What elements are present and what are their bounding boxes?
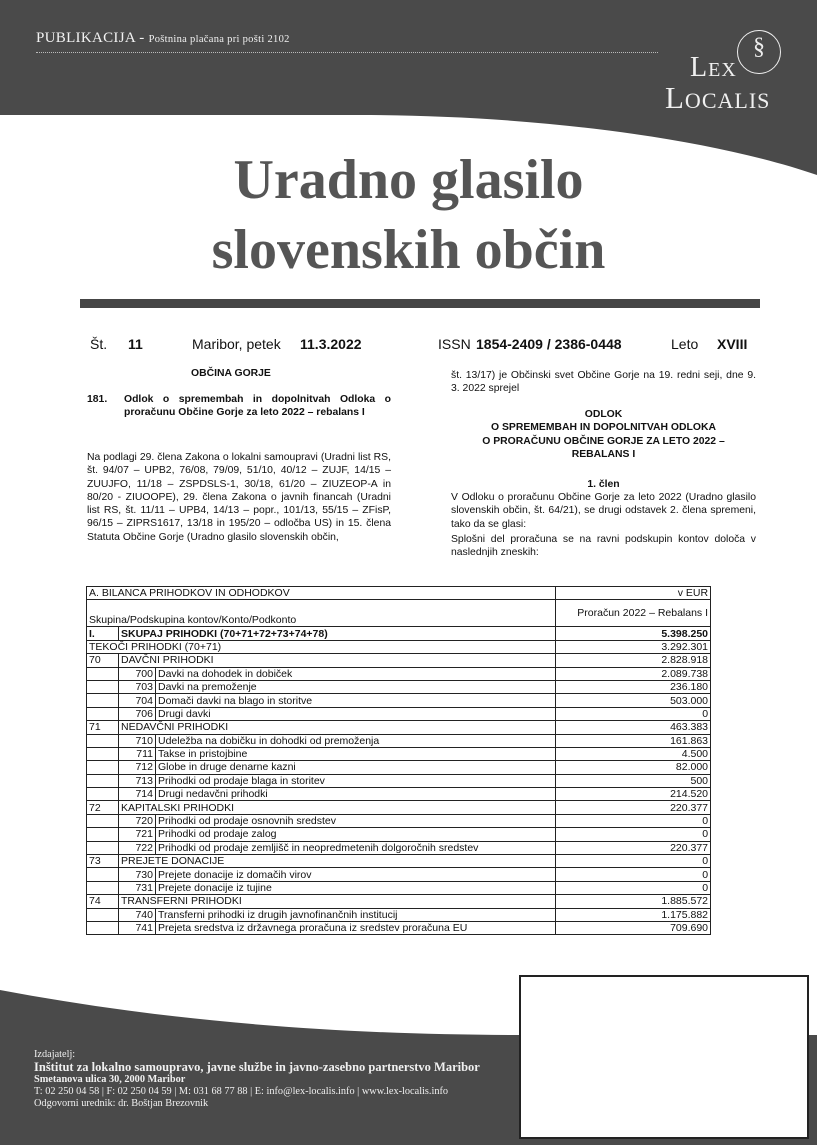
row-value: 214.520: [556, 788, 711, 801]
row-code: 730: [119, 868, 156, 881]
row-value: 1.885.572: [556, 895, 711, 908]
table-row: [87, 895, 711, 908]
row-value: 5.398.250: [556, 627, 711, 640]
footer-text: [34, 1049, 480, 1110]
row-code: 714: [119, 788, 156, 801]
row-indent: [87, 747, 119, 760]
row-value: 0: [556, 855, 711, 868]
table-row: [87, 868, 711, 881]
publisher-address: Smetanova ulica 30, 2000 Maribor: [34, 1073, 186, 1085]
row-value: 0: [556, 868, 711, 881]
decree-line1: ODLOK: [584, 409, 623, 420]
row-name: Davki na premoženje: [156, 680, 556, 693]
row-name: NEDAVČNI PRIHODKI: [119, 721, 556, 734]
journal-title-line1: Uradno glasilo: [233, 149, 584, 211]
row-value: 1.175.882: [556, 908, 711, 921]
row-code: 706: [119, 707, 156, 720]
table-row: [87, 734, 711, 747]
row-name: PREJETE DONACIJE: [119, 855, 556, 868]
intro-continuation: št. 13/17) je Občinski svet Občine Gorje na 19. redni seji, dne 9. 3. 2022 sprejel: [451, 370, 756, 395]
row-name: Globe in druge denarne kazni: [156, 761, 556, 774]
row-name: Transferni prihodki iz drugih javnofinančnih institucij: [156, 908, 556, 921]
row-indent: [87, 921, 119, 934]
table-row: [87, 814, 711, 827]
budget-table-wrap: [86, 586, 710, 935]
row-name: Prihodki od prodaje zemljišč in neopredmetenih dolgoročnih sredstev: [156, 841, 556, 854]
table-row: [87, 761, 711, 774]
budget-table: [86, 586, 711, 935]
municipality-heading: OBČINA GORJE: [191, 368, 271, 379]
row-indent: [87, 828, 119, 841]
table-row: [87, 640, 711, 653]
table-row: [87, 774, 711, 787]
row-code: 740: [119, 908, 156, 921]
column-budget: Proračun 2022 – Rebalans I: [556, 600, 711, 627]
row-code: 703: [119, 680, 156, 693]
intro-paragraph: Na podlagi 29. člena Zakona o lokalni samoupravi (Uradni list RS, št. 94/07 – UPB2, 76/08, 79/09, 51/10, 40/12 – ZUJF, 14/15 – ZUUJFO, 11/18 – ZSPDSLS-1, 30/18, 61/20 – ZIUZEOP-A in 80/20 - ZIUOOPE), 29. člena Zakona o javnih financah (Uradni list RS, št. 11/11 – UPB4, 14/13 – popr., 101/13, 55/15 – ZFisP, 96/15 – ZIPRS1617, 13/18 in 195/20 – odločba US) in 15. člena Statuta Občine Gorje (Uradno glasilo slovenskih občin,: [87, 452, 391, 543]
row-value: 0: [556, 828, 711, 841]
row-name: DAVČNI PRIHODKI: [119, 654, 556, 667]
row-indent: [87, 868, 119, 881]
table-row: [87, 908, 711, 921]
publisher-label: Izdajatelj:: [34, 1049, 76, 1060]
issn-label: ISSN: [438, 336, 471, 352]
row-code: 704: [119, 694, 156, 707]
row-code: 71: [87, 721, 119, 734]
publication-text: PUBLIKACIJA -: [36, 30, 145, 46]
year-label: Leto: [671, 336, 699, 352]
row-code: 74: [87, 895, 119, 908]
table-header-row: [87, 600, 711, 627]
row-indent: [87, 841, 119, 854]
dotted-rule: [36, 52, 658, 53]
row-name: Prihodki od prodaje zalog: [156, 828, 556, 841]
row-code: 713: [119, 774, 156, 787]
row-name: TRANSFERNI PRIHODKI: [119, 895, 556, 908]
article-paragraph: V Odloku o proračunu Občine Gorje za leto 2022 (Uradno glasilo slovenskih občin, št. 64/21), se drugi odstavek 2. člena spremeni, tako da se glasi:: [451, 492, 756, 530]
issn-value: 1854-2409 / 2386-0448: [476, 336, 622, 352]
row-indent: [87, 761, 119, 774]
row-name: Prejete donacije iz tujine: [156, 881, 556, 894]
table-row: [87, 801, 711, 814]
decree-line3: O PRORAČUNU OBČINE GORJE ZA LETO 2022 –: [482, 435, 725, 447]
place-day: Maribor, petek: [192, 336, 281, 352]
row-indent: [87, 774, 119, 787]
row-value: 709.690: [556, 921, 711, 934]
journal-title-line2: slovenskih občin: [211, 219, 606, 281]
row-indent: [87, 881, 119, 894]
row-code: 712: [119, 761, 156, 774]
table-row: [87, 747, 711, 760]
title-rule: [80, 299, 760, 308]
row-value: 4.500: [556, 747, 711, 760]
row-name: KAPITALSKI PRIHODKI: [119, 801, 556, 814]
row-name: Prihodki od prodaje blaga in storitev: [156, 774, 556, 787]
row-value: 2.828.918: [556, 654, 711, 667]
table-row: [87, 881, 711, 894]
table-row: [87, 680, 711, 693]
issue-number: 11: [128, 336, 143, 352]
table-currency: v EUR: [556, 587, 711, 600]
article-heading: 1. člen: [587, 479, 620, 490]
logo-localis: Localis: [665, 80, 771, 115]
row-name: Davki na dohodek in dobiček: [156, 667, 556, 680]
row-indent: [87, 667, 119, 680]
row-code: I.: [87, 627, 119, 640]
row-value: 0: [556, 814, 711, 827]
publisher-name: Inštitut za lokalno samoupravo, javne službe in javno-zasebno partnerstvo Maribor: [34, 1060, 480, 1075]
row-value: 82.000: [556, 761, 711, 774]
row-name: Takse in pristojbine: [156, 747, 556, 760]
row-code: 721: [119, 828, 156, 841]
table-row: [87, 627, 711, 640]
table-row: [87, 707, 711, 720]
table-title: A. BILANCA PRIHODKOV IN ODHODKOV: [87, 587, 556, 600]
row-code: 720: [119, 814, 156, 827]
row-code: 710: [119, 734, 156, 747]
row-value: 220.377: [556, 801, 711, 814]
row-name: Prejete donacije iz domačih virov: [156, 868, 556, 881]
row-code: 722: [119, 841, 156, 854]
table-row: [87, 788, 711, 801]
row-value: 2.089.738: [556, 667, 711, 680]
row-code: 711: [119, 747, 156, 760]
issue-date: 11.3.2022: [300, 336, 362, 352]
table-row: [87, 828, 711, 841]
row-code: 70: [87, 654, 119, 667]
row-name: TEKOČI PRIHODKI (70+71): [87, 640, 556, 653]
row-indent: [87, 734, 119, 747]
row-value: 3.292.301: [556, 640, 711, 653]
section-sign-icon: §: [753, 34, 765, 60]
table-row: [87, 667, 711, 680]
row-name: Domači davki na blago in storitve: [156, 694, 556, 707]
editor-line: Odgovorni urednik: dr. Boštjan Brezovnik: [34, 1098, 209, 1110]
logo-lex: Lex: [690, 52, 737, 83]
column-label: Skupina/Podskupina kontov/Konto/Podkonto: [87, 600, 556, 627]
year-value: XVIII: [717, 336, 748, 352]
row-indent: [87, 908, 119, 921]
row-value: 500: [556, 774, 711, 787]
table-title-row: [87, 587, 711, 600]
article-paragraph-2: Splošni del proračuna se na ravni podskupin kontov določa v naslednjih zneskih:: [451, 534, 756, 559]
row-code: 73: [87, 855, 119, 868]
row-value: 0: [556, 881, 711, 894]
row-name: Prihodki od prodaje osnovnih sredstev: [156, 814, 556, 827]
decree-heading: [451, 408, 756, 461]
row-name: Prejeta sredstva iz državnega proračuna iz sredstev proračuna EU: [156, 921, 556, 934]
row-code: 700: [119, 667, 156, 680]
row-indent: [87, 814, 119, 827]
row-value: 463.383: [556, 721, 711, 734]
table-row: [87, 694, 711, 707]
postage-text: Poštnina plačana pri pošti 2102: [148, 34, 290, 45]
table-row: [87, 654, 711, 667]
row-value: 220.377: [556, 841, 711, 854]
row-code: 72: [87, 801, 119, 814]
issue-label: Št.: [90, 336, 108, 352]
row-value: 0: [556, 707, 711, 720]
row-name: Udeležba na dobičku in dohodki od premoženja: [156, 734, 556, 747]
table-row: [87, 841, 711, 854]
row-value: 161.863: [556, 734, 711, 747]
stamp-box: [519, 975, 809, 1139]
item-number: 181.: [87, 394, 108, 405]
row-code: 731: [119, 881, 156, 894]
row-code: 741: [119, 921, 156, 934]
row-indent: [87, 707, 119, 720]
table-row: [87, 721, 711, 734]
table-row: [87, 921, 711, 934]
row-value: 503.000: [556, 694, 711, 707]
row-indent: [87, 680, 119, 693]
decree-line2: O SPREMEMBAH IN DOPOLNITVAH ODLOKA: [491, 422, 716, 434]
row-indent: [87, 694, 119, 707]
row-name: Drugi davki: [156, 707, 556, 720]
decree-line4: REBALANS I: [571, 448, 636, 460]
table-row: [87, 855, 711, 868]
row-name: SKUPAJ PRIHODKI (70+71+72+73+74+78): [119, 627, 556, 640]
row-indent: [87, 788, 119, 801]
publisher-contacts: T: 02 250 04 58 | F: 02 250 04 59 | M: 031 68 77 88 | E: info@lex-localis.info | www.lex-localis.info: [34, 1085, 449, 1097]
row-name: Drugi nedavčni prihodki: [156, 788, 556, 801]
publication-label: [36, 30, 290, 47]
item-title: Odlok o spremembah in dopolnitvah Odloka o proračunu Občine Gorje za leto 2022 – rebalans I: [124, 394, 391, 419]
row-value: 236.180: [556, 680, 711, 693]
